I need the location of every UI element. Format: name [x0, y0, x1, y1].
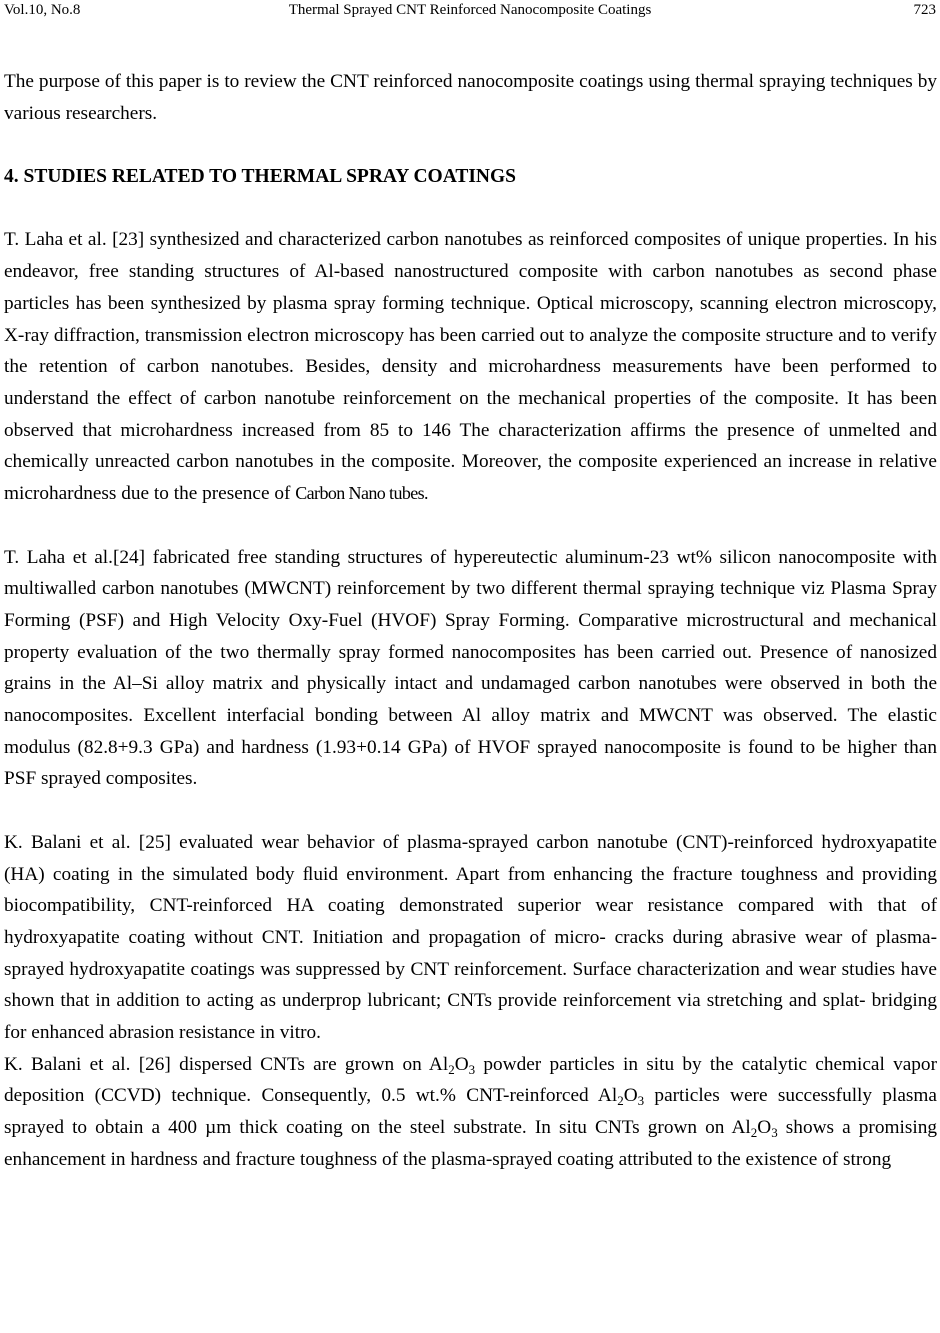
text-run: shows a promising enhancement in hardness and fracture toughness of the plasma-sprayed coating attributed to the existence of strong — [4, 1117, 937, 1170]
paragraph-spacer — [4, 129, 937, 161]
subscript: 2 — [448, 1061, 455, 1077]
body-text — [4, 66, 937, 1176]
paragraph-balani-25: K. Balani et al. [25] evaluated wear behavior of plasma-sprayed carbon nanotube (CNT)-reinforced hydroxyapatite (HA) coating in the simulated body ﬂuid environment. Apart from enhancing the fracture toughness and providing biocompatibility, CNT-reinforced HA coating demonstrated superior wear resistance compared with that of hydroxyapatite coating without CNT. Initiation and propagation of micro- cracks during abrasive wear of plasma-sprayed hydroxyapatite coatings was suppressed by CNT reinforcement. Surface characterization and wear studies have shown that in addition to acting as underprop lubricant; CNTs provide reinforcement via stretching and splat- bridging for enhanced abrasion resistance in vitro. — [4, 831, 937, 1044]
intro-paragraph: The purpose of this paper is to review the CNT reinforced nanocomposite coatings using thermal spraying techniques by various researchers. — [4, 71, 937, 124]
text-run: O — [757, 1117, 772, 1139]
subscript: 2 — [750, 1125, 758, 1141]
running-title: Thermal Sprayed CNT Reinforced Nanocomposite Coatings — [288, 2, 652, 18]
paragraph-spacer — [4, 193, 937, 225]
running-header — [4, 0, 936, 24]
paragraph-spacer — [4, 795, 937, 827]
text-run: O — [623, 1085, 638, 1107]
text-run: particles were successfully plasma sprayed to obtain a 400 µm thick coating on the steel substrate. In situ CNTs grown on Al — [4, 1085, 937, 1139]
subscript: 3 — [468, 1061, 476, 1077]
text-run: powder particles in situ by the catalytic chemical vapor deposition (CCVD) technique. Consequently, 0.5 wt.% CNT-reinforced Al — [4, 1053, 937, 1107]
subscript: 3 — [771, 1125, 778, 1141]
paragraph-laha-24: T. Laha et al.[24] fabricated free standing structures of hypereutectic aluminum-23 wt% silicon nanocomposite with multiwalled carbon nanotubes (MWCNT) reinforcement by two different thermal spraying technique viz Plasma Spray Forming (PSF) and High Velocity Oxy-Fuel (HVOF) Spray Forming. Comparative microstructural and mechanical property evaluation of the two thermally spray formed nanocomposites has been carried out. Presence of nanosized grains in the Al–Si alloy matrix and physically intact and undamaged carbon nanotubes were observed in both the nanocomposites. Excellent interfacial bonding between Al alloy matrix and MWCNT was observed. The elastic modulus (82.8+9.3 GPa) and hardness (1.93+0.14 GPa) of HVOF sprayed nanocomposite is found to be higher than PSF sprayed composites. — [4, 546, 937, 790]
journal-volume: Vol.10, No.8 — [4, 2, 81, 18]
paragraph-spacer — [4, 510, 937, 542]
section-heading: 4. STUDIES RELATED TO THERMAL SPRAY COATINGS — [4, 166, 517, 188]
paragraph-laha-23-main: T. Laha et al. [23] synthesized and characterized carbon nanotubes as reinforced composites of unique properties. In his endeavor, free standing structures of Al-based nanostructured composite with carbon nanotubes as second phase particles has been synthesized by plasma spray forming technique. Optical microscopy, scanning electron microscopy, X-ray diffraction, transmission electron microscopy has been carried out to analyze the composite structure and to verify the retention of carbon nanotubes. Besides, density and microhardness measurements have been performed to understand the effect of carbon nanotube reinforcement on the mechanical properties of the composite. It has been observed that microhardness increased from 85 to 146 The characterization affirms the presence of unmelted and chemically unreacted carbon nanotubes in the composite. Moreover, the composite experienced an increase in relative microhardness due to the presence of — [4, 229, 937, 505]
paragraph-laha-23 — [4, 224, 937, 509]
text-run: K. Balani et al. [26] dispersed CNTs are grown on Al — [4, 1053, 449, 1075]
page-number: 723 — [913, 2, 936, 18]
paragraph-balani-26 — [4, 1049, 937, 1176]
subscript: 3 — [637, 1093, 645, 1109]
paragraph-laha-23-tail: Carbon Nano tubes. — [295, 483, 428, 504]
text-run: O — [454, 1053, 469, 1075]
subscript: 2 — [617, 1093, 624, 1109]
